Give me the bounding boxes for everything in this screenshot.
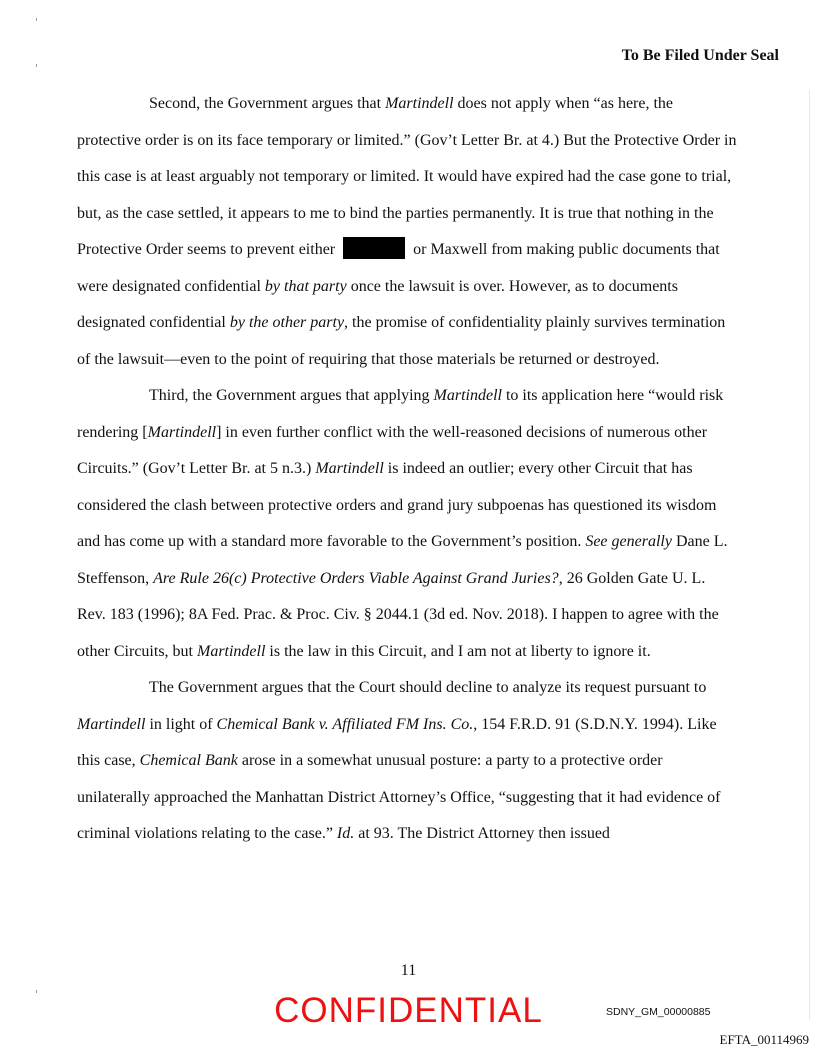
case-name: Martindell	[385, 95, 454, 112]
case-name: Martindell	[433, 387, 502, 404]
case-name: Martindell	[147, 423, 217, 441]
text-run: Third, the Government argues that applying	[149, 387, 434, 404]
text-run: in light of	[145, 715, 217, 733]
case-name: Chemical Bank	[139, 752, 238, 769]
text-run: does not apply when “as here, the protective order is on its face temporary or limited.” (Gov’t Letter Br. at 4.) But the Protective Order in this case is at least arguably not temporary or limited. It would have expired had the case gone to trial, but, as the case settled, it appears to me to bind the parties permanently. It is true that nothing in the Protective Order seems to prevent either	[77, 95, 737, 258]
efta-number: EFTA_00114969	[719, 1032, 809, 1047]
text-run: , 154 F.R.D. 91 (S.D.N.Y. 1994). Like this case,	[77, 715, 717, 769]
text-run: arose in a somewhat unusual posture: a party to a protective order unilaterally approached the Manhattan District Attorney’s Office, “suggesting that it had evidence of criminal violations relating to the case.”	[77, 752, 721, 842]
text-run: is the law in this Circuit, and I am not at liberty to ignore it.	[265, 642, 651, 660]
case-name: Chemical Bank v. Affiliated FM Ins. Co.	[216, 715, 474, 733]
seal-notice-header: To Be Filed Under Seal	[621, 47, 779, 64]
emphasis: by that party	[264, 277, 347, 295]
text-run: , the promise of confidentiality plainly survives termination of the lawsuit—even to the point of requiring that those materials be returned or destroyed.	[77, 314, 726, 368]
page-number: 11	[400, 962, 417, 979]
article-title: Are Rule 26(c) Protective Orders Viable Against Grand Juries?	[153, 569, 559, 587]
text-run: Second, the Government argues that	[149, 95, 386, 112]
bates-number: SDNY_GM_00000885	[606, 1006, 711, 1018]
paragraph-chemical-bank	[77, 670, 737, 853]
text-run: Dane L. Steffenson,	[77, 533, 728, 587]
paragraph-martindell-temporary	[77, 86, 737, 378]
text-run: is indeed an outlier; every other Circuit that has considered the clash between protective orders and grand jury subpoenas has questioned its wisdom and has come up with a standard more favorable to the Government’s position.	[77, 460, 717, 550]
scan-artifact	[36, 18, 37, 21]
text-run: at 93. The District Attorney then issued	[354, 825, 610, 842]
text-run: to its application here “would risk rendering [	[77, 387, 724, 441]
redaction-block	[343, 237, 405, 259]
document-body	[77, 86, 737, 853]
text-run: once the lawsuit is over. However, as to documents designated confidential	[77, 277, 678, 331]
text-run: or Maxwell from making public documents that were designated confidential	[77, 241, 720, 295]
confidential-stamp: CONFIDENTIAL	[274, 991, 543, 1030]
text-run: ] in even further conflict with the well-reasoned decisions of numerous other Circuits.” (Gov’t Letter Br. at 5 n.3.)	[77, 423, 708, 477]
text-run: , 26 Golden Gate U. L. Rev. 183 (1996); 8A Fed. Prac. & Proc. Civ. § 2044.1 (3d ed. Nov. 2018). I happen to agree with the other Circuits, but	[77, 569, 719, 660]
case-name: Martindell	[196, 642, 266, 660]
scan-edge-line	[809, 90, 810, 1020]
citation-signal: Id.	[336, 825, 355, 842]
text-run: The Government argues that the Court should decline to analyze its request pursuant to	[149, 679, 707, 696]
case-name: Martindell	[315, 460, 384, 477]
paragraph-other-circuits	[77, 378, 737, 670]
scan-artifact	[36, 64, 37, 67]
case-name: Martindell	[77, 715, 146, 733]
emphasis: by the other party	[229, 314, 345, 331]
citation-signal: See generally	[585, 533, 672, 550]
